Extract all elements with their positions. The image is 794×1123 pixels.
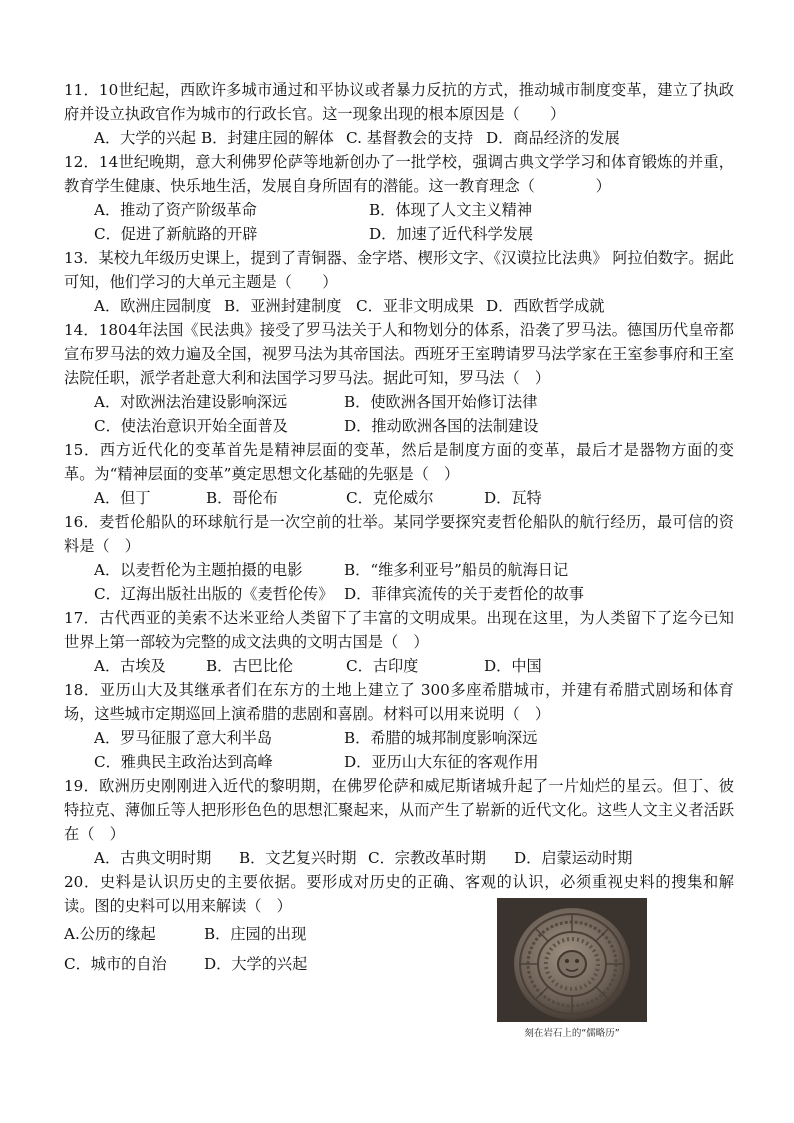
option-c[interactable]: C．宗教改革时期 bbox=[368, 849, 486, 867]
question-stem: 16．麦哲伦船队的环球航行是一次空前的壮举。某同学要探究麦哲伦船队的航行经历，最可信的资料是（ ） bbox=[64, 513, 734, 555]
option-c[interactable]: C．促进了新航路的开辟 bbox=[94, 225, 258, 243]
question-18 bbox=[64, 678, 734, 774]
option-d[interactable]: D．加速了近代科学发展 bbox=[369, 225, 534, 243]
option-b[interactable]: B．体现了人文主义精神 bbox=[369, 201, 533, 219]
option-b[interactable]: B．希腊的城邦制度影响深远 bbox=[344, 729, 538, 747]
option-a[interactable]: A．但丁 bbox=[94, 489, 151, 507]
question-options bbox=[64, 294, 734, 318]
question-options bbox=[64, 726, 734, 750]
question-options bbox=[64, 486, 734, 510]
calendar-stone-image bbox=[497, 898, 647, 1022]
figure-caption: 刻在岩石上的“儒略历” bbox=[524, 1028, 620, 1039]
question-stem: 17．古代西亚的美索不达米亚给人类留下了丰富的文明成果。出现在这里，为人类留下了迄今已知世界上第一部较为完整的成文法典的文明古国是（ ） bbox=[64, 609, 734, 651]
option-d[interactable]: D．瓦特 bbox=[484, 489, 542, 507]
question-14 bbox=[64, 318, 734, 438]
question-11 bbox=[64, 78, 734, 150]
option-a[interactable]: A．对欧洲法治建设影响深远 bbox=[94, 393, 288, 411]
question-options bbox=[64, 198, 734, 222]
option-d[interactable]: D．中国 bbox=[484, 657, 542, 675]
option-d[interactable]: D．菲律宾流传的关于麦哲伦的故事 bbox=[344, 585, 584, 603]
option-a[interactable]: A．推动了资产阶级革命 bbox=[94, 201, 257, 219]
option-d[interactable]: D．启蒙运动时期 bbox=[514, 849, 633, 867]
question-options bbox=[64, 654, 734, 678]
option-d[interactable]: D．推动欧洲各国的法制建设 bbox=[344, 417, 539, 435]
option-a[interactable]: A．欧洲庄园制度 bbox=[94, 297, 212, 315]
option-c[interactable]: C．使法治意识开始全面普及 bbox=[94, 417, 288, 435]
question-stem: 15．西方近代化的变革首先是精神层面的变革，然后是制度方面的变革，最后才是器物方面的变革。为“精神层面的变革”奠定思想文化基础的先驱是（ ） bbox=[64, 441, 734, 483]
question-15 bbox=[64, 438, 734, 510]
option-a[interactable]: A．大学的兴起 bbox=[94, 129, 197, 147]
option-d[interactable]: D．大学的兴起 bbox=[204, 955, 308, 973]
option-b[interactable]: B．哥伦布 bbox=[206, 489, 278, 507]
option-d[interactable]: D．西欧哲学成就 bbox=[486, 297, 605, 315]
question-stem: 12．14世纪晚期，意大利佛罗伦萨等地新创办了一批学校，强调古典文学学习和体育锻炼的并重，教育学生健康、快乐地生活，发展自身所固有的潜能。这一教育理念（ ） bbox=[64, 153, 734, 195]
option-b[interactable]: B．庄园的出现 bbox=[204, 925, 307, 943]
option-b[interactable]: B．封建庄园的解体 bbox=[201, 129, 334, 147]
question-stem: 11．10世纪起，西欧许多城市通过和平协议或者暴力反抗的方式，推动城市制度变革，建立了执政府并设立执政官作为城市的行政长官。这一现象出现的根本原因是（ ） bbox=[64, 81, 734, 123]
option-b[interactable]: B．亚洲封建制度 bbox=[224, 297, 342, 315]
question-options bbox=[64, 846, 734, 870]
option-a[interactable]: A．罗马征服了意大利半岛 bbox=[94, 729, 273, 747]
question-13 bbox=[64, 246, 734, 318]
option-c[interactable]: C．城市的自治 bbox=[64, 955, 167, 973]
question-options bbox=[64, 750, 734, 774]
figure bbox=[497, 898, 647, 1039]
option-d[interactable]: D．商品经济的发展 bbox=[486, 129, 620, 147]
question-options bbox=[64, 582, 734, 606]
option-b[interactable]: B．“维多利亚号”船员的航海日记 bbox=[344, 561, 569, 579]
question-options bbox=[64, 222, 734, 246]
option-a[interactable]: A．古埃及 bbox=[94, 657, 166, 675]
question-stem: 13．某校九年级历史课上，提到了青铜器、金字塔、楔形文字、《汉谟拉比法典》 阿拉伯数字。据此可知，他们学习的大单元主题是（ ） bbox=[64, 249, 734, 291]
option-a[interactable]: A．古典文明时期 bbox=[94, 849, 212, 867]
calendar-stone-icon bbox=[497, 898, 647, 1022]
question-19 bbox=[64, 774, 734, 870]
question-stem: 19．欧洲历史刚刚进入近代的黎明期，在佛罗伦萨和威尼斯诸城升起了一片灿烂的星云。但丁、彼特拉克、薄伽丘等人把形形色色的思想汇聚起来，从而产生了崭新的近代文化。这些人文主义者活跃在（ ） bbox=[64, 777, 734, 843]
option-a[interactable]: A．以麦哲伦为主题拍摄的电影 bbox=[94, 561, 303, 579]
option-c[interactable]: C．克伦威尔 bbox=[346, 489, 434, 507]
question-options bbox=[64, 414, 734, 438]
option-c[interactable]: C．亚非文明成果 bbox=[356, 297, 474, 315]
question-stem: 14．1804年法国《民法典》接受了罗马法关于人和物划分的体系，沿袭了罗马法。德国历代皇帝都宣布罗马法的效力遍及全国，视罗马法为其帝国法。西班牙王室聘请罗马法学家在王室参事府和王室法院任职，派学者赴意大利和法国学习罗马法。据此可知，罗马法（ ） bbox=[64, 321, 734, 387]
option-c[interactable]: C．古印度 bbox=[346, 657, 419, 675]
option-c[interactable]: C．雅典民主政治达到高峰 bbox=[94, 753, 273, 771]
question-options bbox=[64, 126, 734, 150]
option-b[interactable]: B．文艺复兴时期 bbox=[239, 849, 357, 867]
option-c[interactable]: C. 基督教会的支持 bbox=[346, 129, 474, 147]
question-16 bbox=[64, 510, 734, 606]
option-b[interactable]: B．使欧洲各国开始修订法律 bbox=[344, 393, 538, 411]
question-17 bbox=[64, 606, 734, 678]
question-options bbox=[64, 390, 734, 414]
question-stem: 20．史料是认识历史的主要依据。要形成对历史的正确、客观的认识，必须重视史料的搜集和解读。图的史料可以用来解读（ ） bbox=[64, 873, 734, 915]
option-b[interactable]: B．古巴比伦 bbox=[206, 657, 294, 675]
question-stem: 18．亚历山大及其继承者们在东方的土地上建立了 300多座希腊城市，并建有希腊式剧场和体育场，这些城市定期巡回上演希腊的悲剧和喜剧。材料可以用来说明（ ） bbox=[64, 681, 734, 723]
question-options bbox=[64, 558, 734, 582]
option-d[interactable]: D．亚历山大东征的客观作用 bbox=[344, 753, 539, 771]
question-12 bbox=[64, 150, 734, 246]
option-c[interactable]: C．辽海出版社出版的《麦哲伦传》 bbox=[94, 585, 334, 603]
option-a[interactable]: A.公历的缘起 bbox=[64, 925, 156, 943]
